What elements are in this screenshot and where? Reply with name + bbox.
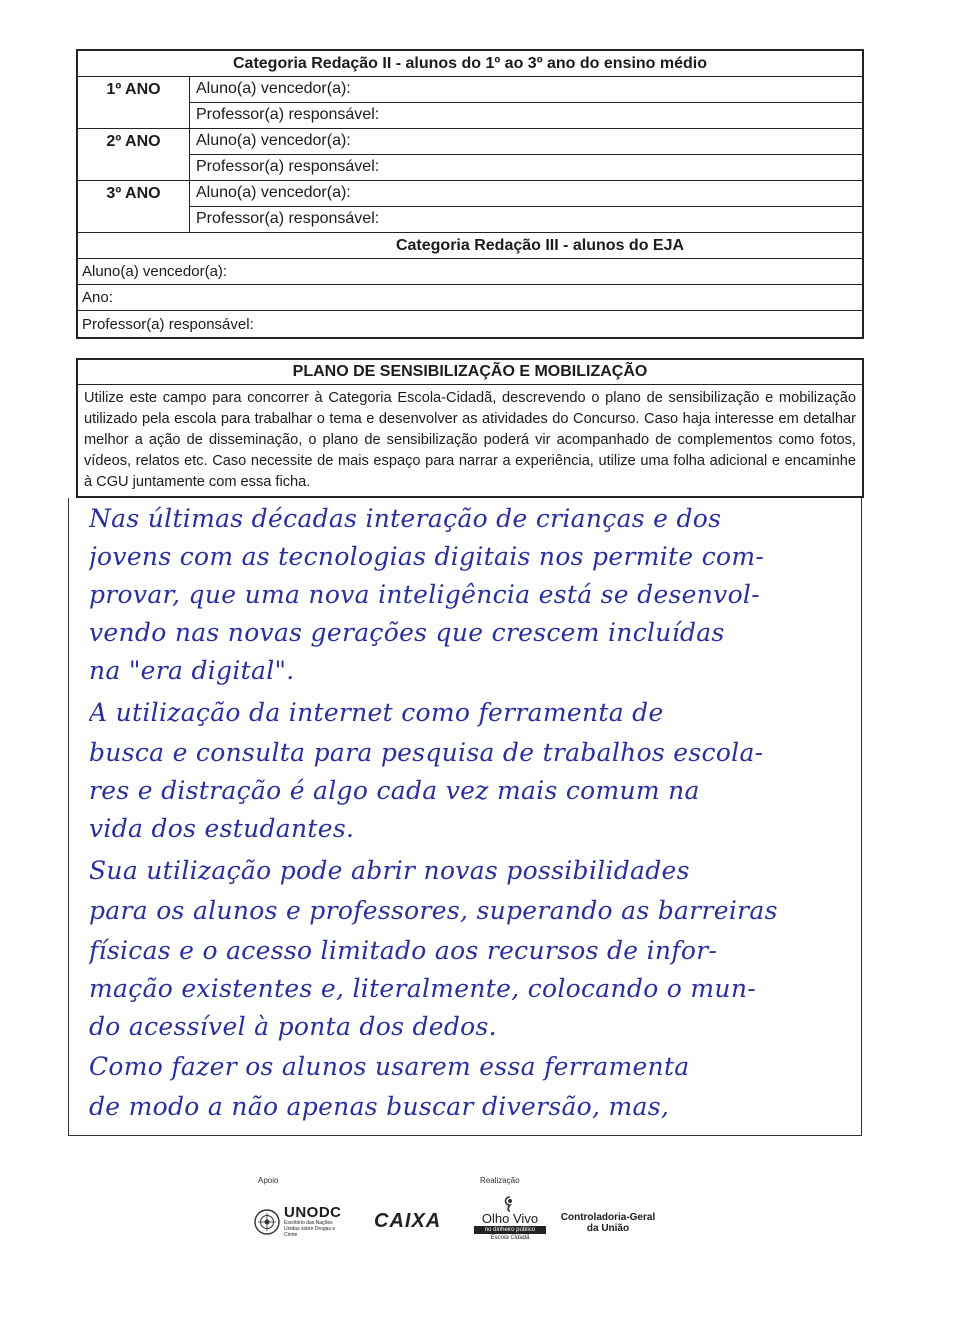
professor-field[interactable]: Professor(a) responsável: [196,106,380,124]
aluno-field[interactable]: Aluno(a) vencedor(a): [190,77,862,103]
year-group-1 [78,77,862,129]
eja-aluno-field[interactable]: Aluno(a) vencedor(a): [78,259,862,285]
year-label: 3º ANO [78,181,190,232]
olho-vivo-band: no dinheiro público [474,1226,546,1234]
handwritten-line: de modo a não apenas buscar diversão, mas, [89,1092,670,1121]
year-group-2 [78,129,862,181]
plano-title: PLANO DE SENSIBILIZAÇÃO E MOBILIZAÇÃO [78,360,862,385]
handwritten-line: jovens com as tecnologias digitais nos permite com- [89,542,765,571]
handwritten-line: res e distração é algo cada vez mais comum na [89,776,700,805]
professor-field[interactable]: Professor(a) responsável: [196,210,380,228]
handwritten-line: mação existentes e, literalmente, colocando o mun- [89,974,756,1003]
year-label: 2º ANO [78,129,190,180]
plano-instructions: Utilize este campo para concorrer à Categoria Escola-Cidadã, descrevendo o plano de sensibilização e mobilização utilizado pela escola para trabalhar o tema e desenvolver as atividades do Concurso. Caso haja interesse em detalhar melhor a ação de disseminação, o plano de sensibilização poderá vir acompanhado de complementos como fotos, vídeos, relatos etc. Caso necessite de mais espaço para narrar a experiência, utilize uma folha adicional e encaminhe à CGU juntamente com essa ficha. [84,390,856,490]
handwritten-line: na "era digital". [89,656,295,685]
handwritten-line: vida dos estudantes. [89,814,355,843]
categoria-iii-title: Categoria Redação III - alunos do EJA [395,236,685,254]
unodc-name: UNODC [284,1204,342,1221]
year-group-3 [78,181,862,233]
handwritten-line: Sua utilização pode abrir novas possibilidades [89,856,690,885]
apoio-label: Apoio [258,1176,279,1185]
eye-icon [501,1196,519,1212]
year-label: 1º ANO [78,77,190,128]
categoria-ii-title: Categoria Redação II - alunos do 1º ao 3º ano do ensino médio [233,54,707,72]
handwritten-line: Como fazer os alunos usarem essa ferramenta [89,1052,690,1081]
categoria-ii-header [78,51,862,77]
cgu-logo: Controladoria-Geral da União [560,1212,656,1234]
handwritten-line: vendo nas novas gerações que crescem incluídas [89,618,725,647]
handwritten-text-area[interactable] [68,498,862,1136]
aluno-field[interactable]: Aluno(a) vencedor(a): [190,181,862,207]
eja-professor-field[interactable]: Professor(a) responsável: [82,315,254,333]
realizacao-label: Realização [480,1176,520,1185]
handwritten-line: para os alunos e professores, superando as barreiras [89,896,778,925]
handwritten-line: busca e consulta para pesquisa de trabalhos escola- [89,738,764,767]
unodc-subtitle: Escritório das Nações Unidas sobre Drogas e Crime [284,1220,336,1238]
caixa-logo: CAIXA [374,1210,442,1232]
olho-vivo-signature: Escola Cidadã [490,1235,530,1241]
handwritten-line: físicas e o acesso limitado aos recursos de infor- [89,936,718,965]
un-emblem-icon [254,1209,280,1235]
categoria-iii-header [78,233,862,259]
handwritten-line: A utilização da internet como ferramenta de [89,698,664,727]
unodc-logo [254,1205,344,1238]
eja-ano-field[interactable]: Ano: [78,285,862,311]
aluno-field[interactable]: Aluno(a) vencedor(a): [190,129,862,155]
handwritten-line: provar, que uma nova inteligência está se desenvol- [89,580,760,609]
handwritten-line: Nas últimas décadas interação de crianças e dos [89,504,722,533]
olho-vivo-logo [474,1196,546,1241]
plano-box [76,358,864,498]
olho-vivo-name: Olho Vivo [481,1211,539,1226]
winners-form-table [76,49,864,339]
professor-field[interactable]: Professor(a) responsável: [196,158,380,176]
handwritten-line: do acessível à ponta dos dedos. [89,1012,497,1041]
